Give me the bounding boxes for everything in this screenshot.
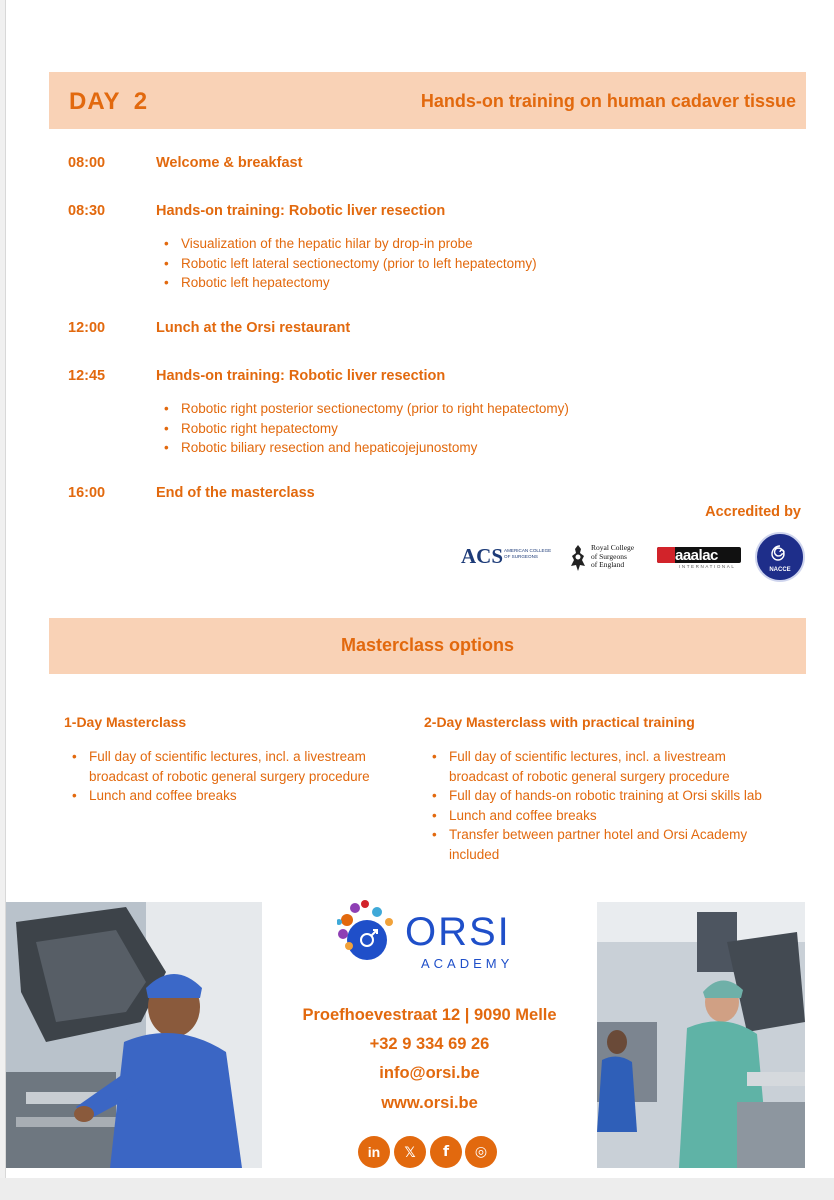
two-day-list <box>432 747 812 864</box>
schedule-time: 08:30 <box>68 203 106 219</box>
linkedin-icon[interactable]: in <box>358 1136 390 1168</box>
day-label: DAY 2 <box>69 88 149 115</box>
aaalac-sub: INTERNATIONAL <box>679 564 736 569</box>
phone: +32 9 334 69 26 <box>369 1035 490 1053</box>
orsi-sub: ACADEMY <box>421 956 514 971</box>
schedule-activity: End of the masterclass <box>156 485 315 501</box>
one-day-list <box>72 747 372 806</box>
x-icon[interactable]: 𝕏 <box>394 1136 426 1168</box>
address: Proefhoevestraat 12 | 9090 Melle <box>302 1006 557 1024</box>
acs-mark: ACS <box>461 544 504 568</box>
day-header <box>49 72 806 129</box>
rcs-name: Royal College of Surgeons of England <box>591 543 635 569</box>
photo-surgeon-console <box>6 902 262 1168</box>
list-item: • Robotic right hepatectomy <box>164 419 569 439</box>
website-link[interactable]: www.orsi.be <box>381 1094 478 1112</box>
nace-label: NACCE <box>769 567 791 573</box>
facebook-icon[interactable]: f <box>430 1136 462 1168</box>
instagram-icon[interactable]: ◎ <box>465 1136 497 1168</box>
rcs-logo <box>568 542 648 576</box>
spiral-icon <box>768 540 792 564</box>
orsi-mark-icon <box>337 900 409 970</box>
schedule-activity: Welcome & breakfast <box>156 155 303 171</box>
accredited-by-label: Accredited by <box>705 504 801 520</box>
list-item: • Lunch and coffee breaks <box>432 806 812 826</box>
orsi-name: ORSI <box>405 910 511 954</box>
schedule-time: 08:00 <box>68 155 106 171</box>
nace-logo <box>755 532 805 582</box>
list-item: • Transfer between partner hotel and Orsi Academy included <box>432 825 792 864</box>
training-illustration <box>597 902 805 1168</box>
orsi-logo <box>337 900 527 974</box>
page-bottom-strip <box>0 1178 834 1200</box>
day-title: Hands-on training on human cadaver tissue <box>420 91 796 111</box>
surgeon-illustration <box>6 902 262 1168</box>
list-item: • Full day of hands-on robotic training at Orsi skills lab <box>432 786 812 806</box>
options-header <box>49 618 806 674</box>
email-link[interactable]: info@orsi.be <box>379 1064 480 1082</box>
schedule-time: 16:00 <box>68 485 106 501</box>
schedule-activity: Lunch at the Orsi restaurant <box>156 320 351 336</box>
aaalac-logo <box>657 545 743 571</box>
options-title: Masterclass options <box>340 635 515 655</box>
schedule-bullets <box>164 234 537 293</box>
photo-training-lab <box>597 902 805 1168</box>
schedule-activity: Hands-on training: Robotic liver resection <box>156 368 446 384</box>
two-day-title: 2-Day Masterclass with practical training <box>424 714 695 730</box>
list-item: • Robotic right posterior sectionectomy (prior to right hepatectomy) <box>164 399 569 419</box>
acs-logo <box>461 544 553 568</box>
list-item: • Robotic left lateral sectionectomy (prior to left hepatectomy) <box>164 254 537 274</box>
rcs-crest-icon <box>568 544 588 572</box>
schedule-time: 12:00 <box>68 320 106 336</box>
aaalac-mark: aaalac <box>675 547 718 564</box>
acs-name: AMERICAN COLLEGE OF SURGEONS <box>504 548 552 559</box>
schedule-activity: Hands-on training: Robotic liver resection <box>156 203 446 219</box>
one-day-title: 1-Day Masterclass <box>64 714 187 730</box>
schedule-time: 12:45 <box>68 368 106 384</box>
list-item: • Lunch and coffee breaks <box>72 786 372 806</box>
list-item: • Full day of scientific lectures, incl. a livestream broadcast of robotic general surgery procedure <box>432 747 762 786</box>
list-item: • Visualization of the hepatic hilar by drop-in probe <box>164 234 537 254</box>
list-item: • Robotic left hepatectomy <box>164 273 537 293</box>
schedule-bullets <box>164 399 569 458</box>
list-item: • Full day of scientific lectures, incl. a livestream broadcast of robotic general surgery procedure <box>72 747 372 786</box>
list-item: • Robotic biliary resection and hepaticojejunostomy <box>164 438 569 458</box>
